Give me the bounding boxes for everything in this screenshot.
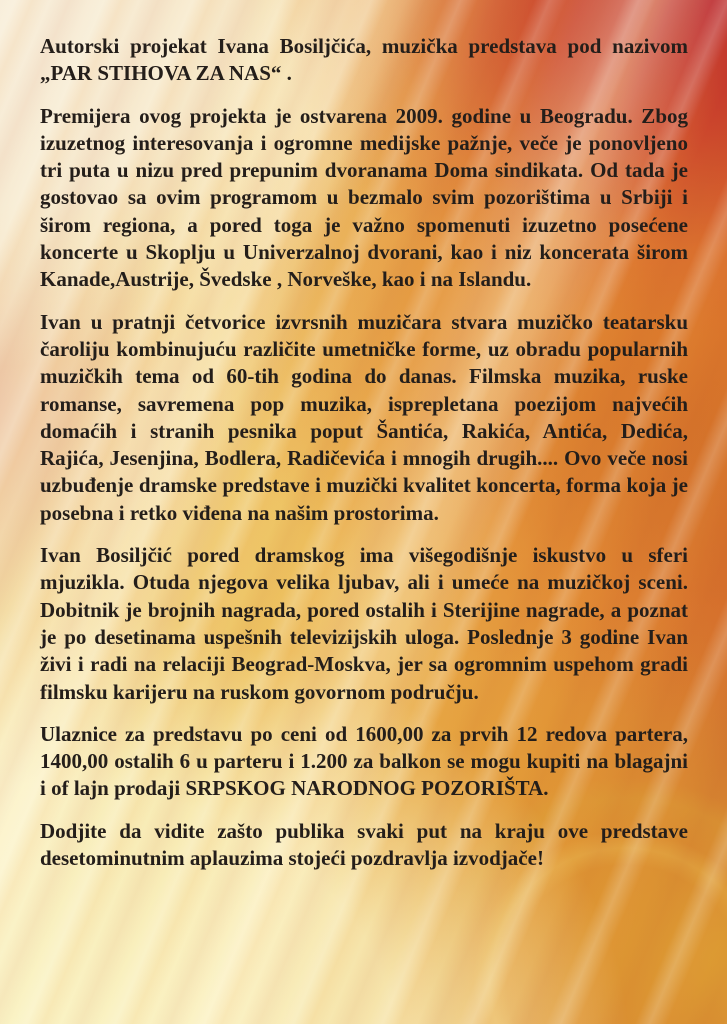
paragraph-ivan-biography: Ivan Bosiljčić pored dramskog ima višegodišnje iskustvo u sferi mjuzikla. Otuda njegova velika ljubav, ali i umeće na muzičkoj sceni. Dobitnik je brojnih nagrada, pored ostalih i Sterijine nagrade, a poznat je po desetinama uspešnih televizijskih uloga. Poslednje 3 godine Ivan živi i radi na relaciji Beograd-Moskva, jer sa ogromnim uspehom gradi filmsku karijeru na ruskom govornom području.	[40, 543, 688, 704]
paragraph-ticket-info: Ulaznice za predstavu po ceni od 1600,00 za prvih 12 redova partera, 1400,00 ostalih 6 u parteru i 1.200 za balkon se mogu kupiti na blagajni i of lajn prodaji SRPSKOG NARODNOG POZORIŠTA.	[40, 721, 688, 801]
paragraph-project-title: Autorski projekat Ivana Bosiljčića, muzička predstava pod nazivom „PAR STIHOVA ZA NAS“ .	[40, 34, 688, 86]
paragraph-closing-invitation: Dodjite da vidite zašto publika svaki put na kraju ove predstave desetominutnim aplauzima stojeći pozdravlja izvodjače!	[40, 818, 688, 871]
paragraph-show-description: Ivan u pratnji četvorice izvrsnih muzičara stvara muzičko teatarsku čaroliju kombinujuću različite umetničke forme, uz obradu popularnih muzičkih tema od 60-tih godina do danas. Filmska muzika, ruske romanse, savremena pop muzika, isprepletana poezijom najvećih domaćih i stranih pesnika poput Šantića, Rakića, Antića, Dedića, Rajića, Jesenjina, Bodlera, Radičevića i mnogih drugih.... Ovo veče nosi uzbuđenje dramske predstave i muzički kvalitet koncerta, forma koja je posebna i retko viđena na našim prostorima.	[40, 309, 688, 525]
paragraph-premiere-history: Premijera ovog projekta je ostvarena 2009. godine u Beogradu. Zbog izuzetnog interesovanja i ogromne medijske pažnje, veče je ponovljeno tri puta u nizu pred prepunim dvoranama Doma sindikata. Od tada je gostovao sa ovim programom u bezmalo svim pozorištima u Srbiji i širom regiona, a pored toga je važno spomenuti izuzetno posećene koncerte u Skoplju u Univerzalnoj dvorani, kao i niz koncerata širom Kanade,Austrije, Švedske , Norveške, kao i na Islandu.	[40, 103, 688, 292]
